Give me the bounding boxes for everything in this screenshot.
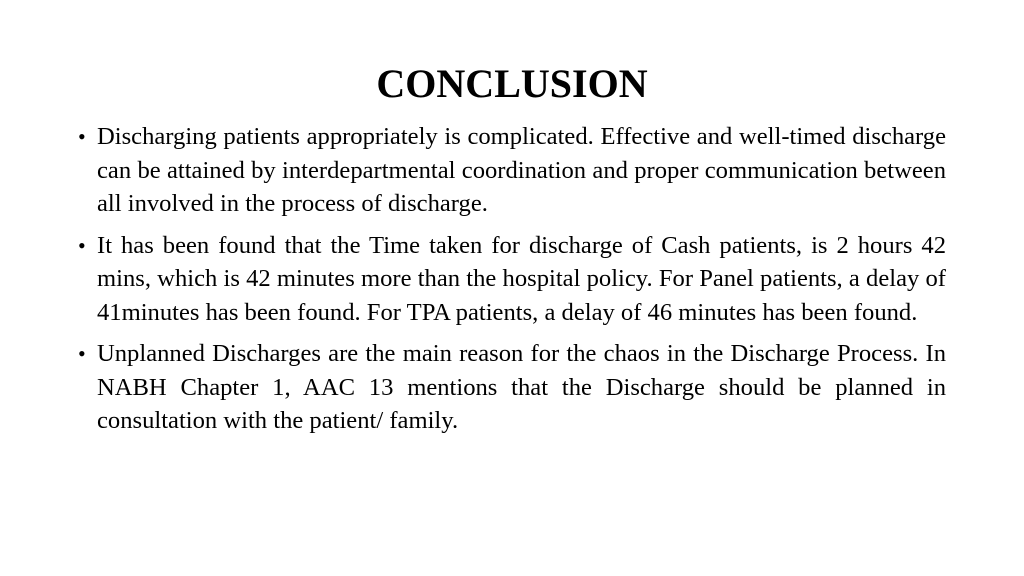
slide-title: CONCLUSION	[376, 61, 648, 106]
bullet-item-discharge-time-findings	[76, 229, 946, 330]
bullet-text: It has been found that the Time taken for discharge of Cash patients, is 2 hours 42 mins, which is 42 minutes more than the hospital policy. For Panel patients, a delay of 41minutes has been found. For TPA patients, a delay of 46 minutes has been found.	[97, 231, 946, 326]
bullet-item-unplanned-discharges	[76, 337, 946, 438]
bullet-item-discharge-complicated	[76, 120, 946, 221]
bullet-icon: •	[78, 341, 86, 366]
bullet-list	[76, 120, 946, 446]
bullet-text: Unplanned Discharges are the main reason for the chaos in the Discharge Process. In NABH Chapter 1, AAC 13 mentions that the Discharge should be planned in consultation with the patient/ family.	[97, 340, 946, 434]
bullet-icon: •	[78, 124, 86, 149]
bullet-icon: •	[78, 232, 86, 258]
bullet-text: Discharging patients appropriately is complicated. Effective and well-timed discharge can be attained by interdepartmental coordination and proper communication between all involved in the process of discharge.	[97, 123, 946, 217]
